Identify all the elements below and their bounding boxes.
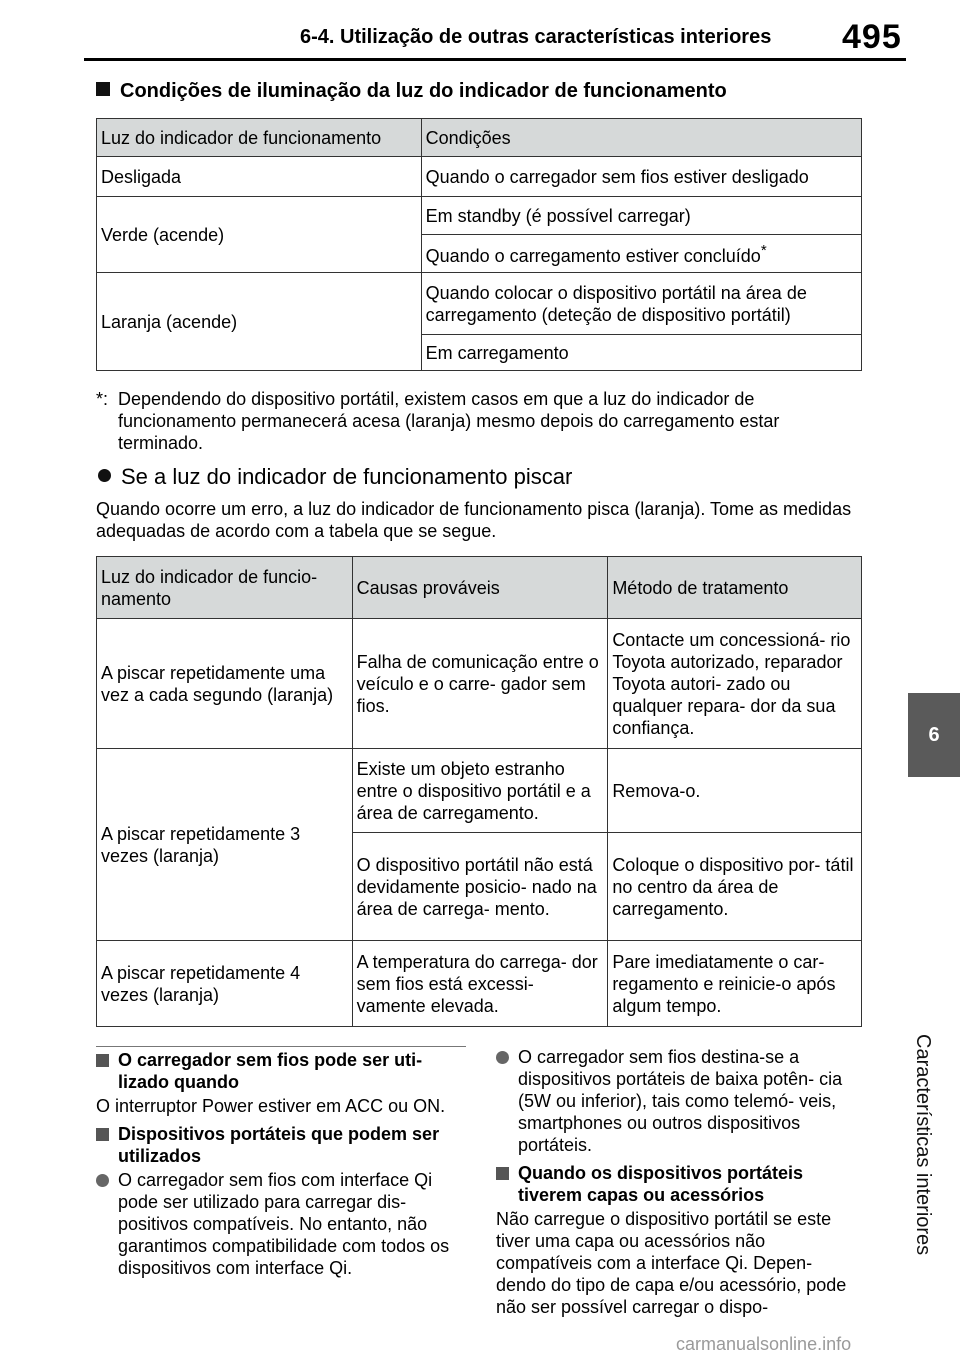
round-bullet-icon — [496, 1051, 509, 1064]
table-row — [97, 749, 862, 833]
page-number: 495 — [842, 18, 902, 56]
table-cell-light: A piscar repetidamente uma vez a cada segundo (laranja) — [97, 619, 353, 749]
table-cell-cause: A temperatura do carrega- dor sem fios está excessi- vamente elevada. — [352, 941, 608, 1027]
table-cell-method: Contacte um concessioná- rio Toyota autorizado, reparador Toyota autori- zado ou qualquer repara- dor da sua confiança. — [608, 619, 862, 749]
note-heading-text: O carregador sem fios pode ser uti- lizado quando — [118, 1050, 423, 1092]
note-heading-text: Dispositivos portáteis que podem ser utilizados — [118, 1124, 440, 1166]
round-bullet-icon — [96, 1174, 109, 1187]
table-row — [97, 941, 862, 1027]
table-cell-condition: Quando colocar o dispositivo portátil na área de carregamento (deteção de dispositivo portátil) — [421, 273, 861, 335]
section-heading-illumination — [96, 80, 727, 103]
table-row — [97, 157, 862, 197]
page-header-title: 6-4. Utilização de outras características interiores — [300, 26, 772, 48]
intro-paragraph: Quando ocorre um erro, a luz do indicador de funcionamento pisca (laranja). Tome as medidas adequadas de acordo com a tabela que se segue. — [96, 499, 852, 541]
table-cell-cause: O dispositivo portátil não está devidamente posicio- nado na área de carrega- mento. — [352, 833, 608, 941]
note-heading — [96, 1049, 466, 1093]
illumination-conditions-table — [96, 118, 862, 371]
header-divider — [84, 58, 906, 61]
table-cell-light: A piscar repetidamente 3 vezes (laranja) — [97, 749, 353, 941]
table-cell-condition-text: Quando o carregamento estiver concluído — [425, 246, 761, 266]
table-row — [97, 197, 862, 235]
table-cell-method: Remova-o. — [608, 749, 862, 833]
table-cell-light: Verde (acende) — [97, 197, 422, 273]
table-cell-condition: Em carregamento — [421, 335, 861, 371]
table-header-cell: Luz do indicador de funcio- namento — [97, 557, 353, 619]
note-paragraph: Não carregue o dispositivo portátil se este tiver uma capa ou acessórios não compatíveis com a interface Qi. Depen- dendo do tipo de capa e/ou acessório, pode não ser possível carregar o dispo- — [496, 1209, 847, 1317]
round-bullet-icon — [98, 469, 111, 482]
table-row — [97, 619, 862, 749]
table-cell-cause: Falha de comunicação entre o veículo e o carre- gador sem fios. — [352, 619, 608, 749]
table-cell-method: Coloque o dispositivo por- tátil no centro da área de carregamento. — [608, 833, 862, 941]
subsection-heading-text: Se a luz do indicador de funcionamento piscar — [121, 464, 573, 489]
note-heading-text: Quando os dispositivos portáteis tiverem capas ou acessórios — [518, 1163, 804, 1205]
footnote-asterisk: * — [760, 242, 767, 259]
table-header-cell: Causas prováveis — [352, 557, 608, 619]
table-header-row — [97, 119, 862, 157]
note-bullet-item — [96, 1169, 466, 1279]
watermark-text: carmanualsonline.info — [676, 1334, 852, 1354]
table-header-cell: Condições — [421, 119, 861, 157]
footnote — [96, 388, 866, 454]
note-paragraph: O interruptor Power estiver em ACC ou ON. — [96, 1096, 446, 1116]
footnote-mark: *: — [96, 389, 109, 409]
table-cell-condition — [421, 235, 861, 273]
table-header-row — [97, 557, 862, 619]
note-heading — [96, 1123, 466, 1167]
error-troubleshooting-table — [96, 556, 862, 1027]
note-bullet-item — [496, 1046, 866, 1156]
note-bullet-text: O carregador sem fios com interface Qi pode ser utilizado para carregar dis- positivos compatíveis. No entanto, não garantimos compatibilidade com todos os dispositivos com interface Qi. — [118, 1170, 450, 1278]
section-heading-text: Condições de iluminação da luz do indicador de funcionamento — [120, 80, 727, 102]
chapter-side-label: Características interiores — [912, 1034, 934, 1256]
table-cell-light: Desligada — [97, 157, 422, 197]
table-cell-condition: Em standby (é possível carregar) — [421, 197, 861, 235]
chapter-tab[interactable]: 6 — [908, 693, 960, 777]
table-cell-method: Pare imediatamente o car- regamento e reinicie-o após algum tempo. — [608, 941, 862, 1027]
square-bullet-icon — [96, 82, 110, 96]
footnote-text: Dependendo do dispositivo portátil, existem casos em que a luz do indicador de funcionamento permanecerá acesa (laranja) mesmo depois do carregamento estar terminado. — [118, 389, 780, 453]
table-cell-light: A piscar repetidamente 4 vezes (laranja) — [97, 941, 353, 1027]
table-cell-light: Laranja (acende) — [97, 273, 422, 371]
table-header-cell: Método de tratamento — [608, 557, 862, 619]
note-heading — [496, 1162, 866, 1206]
table-cell-cause: Existe um objeto estranho entre o dispositivo portátil e a área de carregamento. — [352, 749, 608, 833]
note-bullet-text: O carregador sem fios destina-se a dispositivos portáteis de baixa potên- cia (5W ou inferior), tais como telemó- veis, smartphones ou outros dispositivos portáteis. — [518, 1047, 843, 1155]
square-bullet-icon — [96, 1054, 109, 1067]
notes-left-column — [96, 1046, 466, 1285]
table-row — [97, 273, 862, 335]
table-cell-condition: Quando o carregador sem fios estiver desligado — [421, 157, 861, 197]
square-bullet-icon — [96, 1128, 109, 1141]
subsection-heading-blinking — [96, 464, 572, 490]
table-header-cell: Luz do indicador de funcionamento — [97, 119, 422, 157]
notes-right-column — [496, 1046, 866, 1324]
square-bullet-icon — [496, 1167, 509, 1180]
